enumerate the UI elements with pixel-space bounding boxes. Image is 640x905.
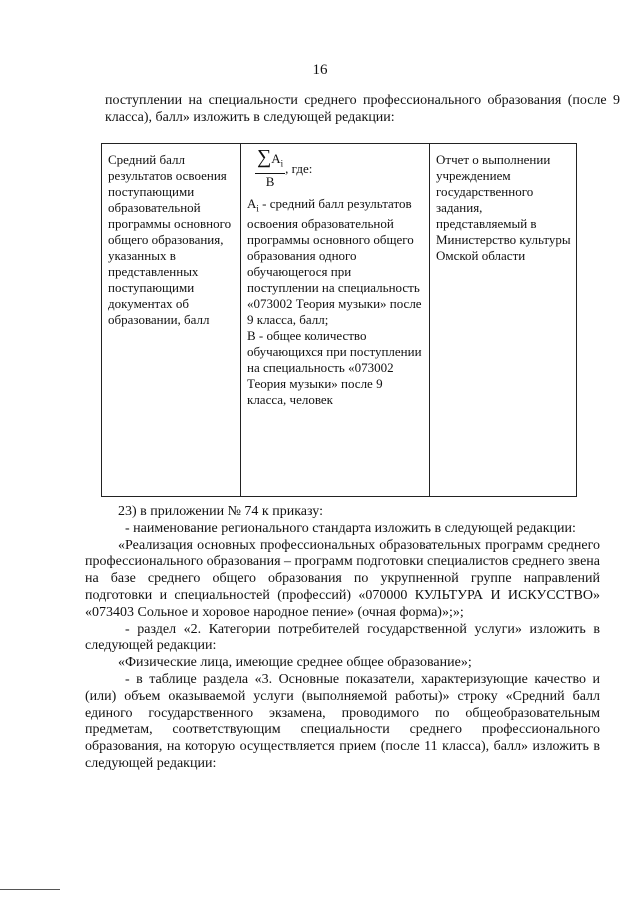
formula-fraction [255,148,285,190]
body-text [85,504,600,773]
sum-symbol: ∑ [257,146,272,168]
formula [255,148,425,190]
source-cell: Отчет о выполнении учреждением государственного задания, представляемый в Министерство культуры Омской области [430,144,577,497]
table-row [102,144,577,497]
ai-definition [247,196,425,329]
ai-var: A [247,195,257,211]
paragraph-section-3: - в таблице раздела «3. Основные показатели, характеризующие качество и (или) объем оказываемой услуги (выполняемой работы)» строку «Средний балл единого государственного экзамена, проводимого по общеобразовательным предметам, соответствующим специальности среднего профессионального образования, на которую осуществляется прием (после 11 класса), балл» изложить в следующей редакции: [85,671,600,771]
indicator-name-cell: Средний балл результатов освоения поступающими образовательной программы основного общего образования, указанных в представленных поступающими документах об образовании, балл [102,144,241,497]
page-number: 16 [312,62,328,78]
numerator-sub: i [280,158,284,169]
paragraph-section-2: - раздел «2. Категории потребителей государственной услуги» изложить в следующей редакции: [85,621,600,654]
paragraph-standard-name: - наименование регионального стандарта изложить в следующей редакции: [125,520,576,536]
formula-cell [241,144,430,497]
formula-denominator: B [265,173,275,189]
formula-numerator [255,148,285,174]
paragraph-quote-name: «Реализация основных профессиональных образовательных программ среднего профессионального образования – программ подготовки специалистов среднего звена на базе среднего общего образования по укрупненной группе направлений подготовки и специальностей (профессий) «070000 КУЛЬТУРА И ИСКУССТВО» «073403 Сольное и хоровое народное пение» (очная форма)»;»; [85,537,600,620]
numerator-var: A [271,151,281,166]
intro-paragraph: поступлении на специальности среднего профессионального образования (после 9 класса), балл» изложить в следующей редакции: [105,93,620,125]
ai-sub: i [256,203,259,214]
paragraph-item-23: 23) в приложении № 74 к приказу: [118,504,323,519]
indicator-table [101,143,577,497]
paragraph-quote-consumers: «Физические лица, имеющие среднее общее образование»; [118,655,472,671]
formula-suffix: , где: [285,160,313,176]
footer-divider [0,889,60,890]
ai-description: - средний балл результатов освоения образовательной программы основного общего образования одного обучающегося при поступлении на специальность «073002 Теория музыки» после 9 класса, балл; [247,195,422,328]
b-definition: B - общее количество обучающихся при поступлении на специальность «073002 Теория музыки» после 9 класса, человек [247,328,422,408]
